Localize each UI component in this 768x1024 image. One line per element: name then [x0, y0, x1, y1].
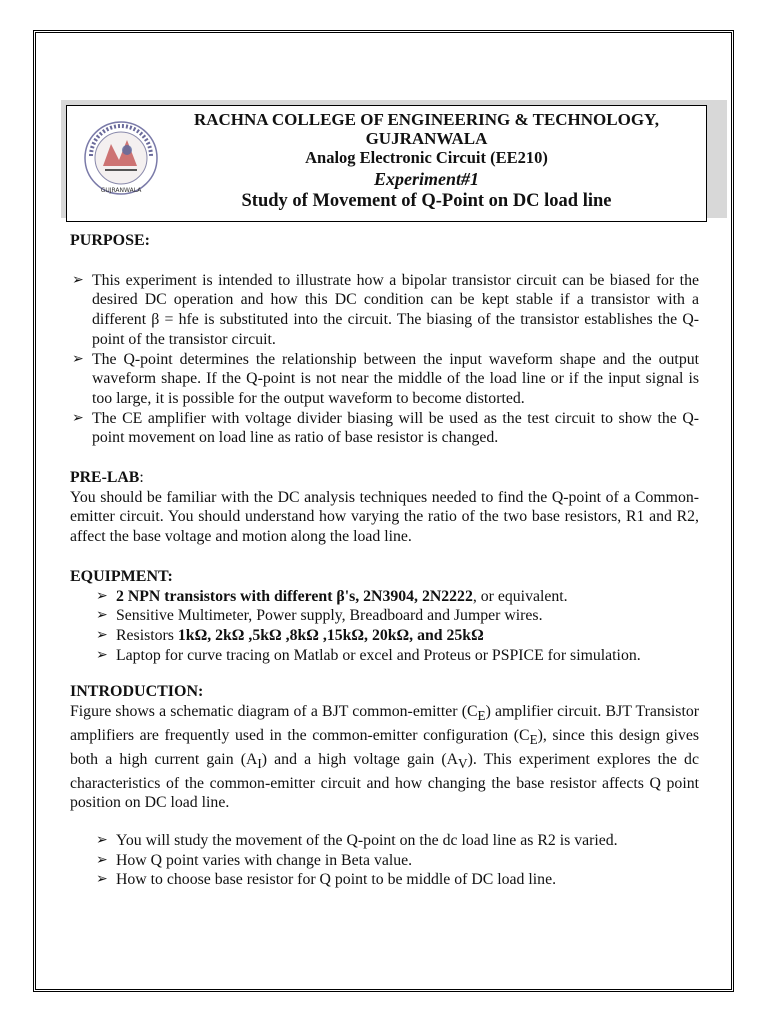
- arrow-bullet-icon: ➢: [96, 587, 108, 604]
- course-name: Analog Electronic Circuit (EE210): [305, 148, 548, 167]
- arrow-bullet-icon: ➢: [96, 607, 108, 624]
- arrow-bullet-icon: ➢: [96, 626, 108, 643]
- arrow-bullet-icon: ➢: [96, 851, 108, 868]
- introduction-heading: INTRODUCTION:: [70, 683, 204, 701]
- list-item: ➢ Resistors 1kΩ, 2kΩ ,5kΩ ,8kΩ ,15kΩ, 20kΩ, and 25kΩ: [96, 626, 484, 644]
- college-name: RACHNA COLLEGE OF ENGINEERING & TECHNOLOGY,: [193, 110, 660, 129]
- college-logo: [81, 120, 161, 200]
- list-item: ➢ The Q-point determines the relationship between the input waveform shape and the output waveform shape. If the Q-point is not near the middle of the load line or if the input signal is too large, it is possible for the output waveform to become distorted.: [72, 350, 699, 407]
- svg-text:GUJRANWALA: GUJRANWALA: [100, 187, 142, 194]
- list-item: ➢ How to choose base resistor for Q point to be middle of DC load line.: [96, 871, 557, 889]
- arrow-bullet-icon: ➢: [96, 871, 108, 888]
- equipment-heading: EQUIPMENT:: [70, 567, 173, 585]
- list-item: ➢ How Q point varies with change in Beta value.: [96, 851, 413, 869]
- arrow-bullet-icon: ➢: [72, 350, 84, 367]
- list-item: ➢ This experiment is intended to illustrate how a bipolar transistor circuit can be biased for the desired DC operation and how this DC condition can be kept stable if a transistor with a different β = hfe is substituted into the circuit. The biasing of the transistor establishes the Q-point of the transistor circuit.: [72, 271, 699, 348]
- purpose-list: [70, 271, 699, 448]
- arrow-bullet-icon: ➢: [72, 271, 84, 288]
- arrow-bullet-icon: ➢: [96, 832, 108, 849]
- list-item: ➢ The CE amplifier with voltage divider biasing will be used as the test circuit to show the Q-point movement on load line as ratio of base resistor is changed.: [72, 409, 699, 447]
- arrow-bullet-icon: ➢: [96, 646, 108, 663]
- document-body: [70, 231, 699, 890]
- college-city: GUJRANWALA: [365, 129, 488, 148]
- experiment-number: Experiment#1: [373, 169, 479, 189]
- equipment-list: [70, 587, 699, 666]
- list-item: ➢ Laptop for curve tracing on Matlab or excel and Proteus or PSPICE for simulation.: [96, 646, 641, 664]
- introduction-text: Figure shows a schematic diagram of a BJT common-emitter $(C_E)$ amplifier circuit. BJT Transistor amplifiers are frequently used in the common-emitter configuration $(C_E)$, since this design gives both a high current gain $(A_I)$ and a high voltage gain $(A_V)$. This experiment explores the dc characteristics of the common-emitter circuit and how changing the base resistor affects Q point position on DC load line.: [70, 703, 699, 812]
- prelab-text: You should be familiar with the DC analysis techniques needed to find the Q-point of a Common-emitter circuit. You should understand how varying the ratio of the two base resistors, R1 and R2, affect the base voltage and motion along the load line.: [70, 488, 699, 546]
- list-item: ➢ Sensitive Multimeter, Power supply, Breadboard and Jumper wires.: [96, 607, 543, 625]
- purpose-heading: PURPOSE:: [70, 232, 150, 249]
- list-item: ➢ 2 NPN transistors with different β's, 2N3904, 2N2222, or equivalent.: [96, 587, 568, 605]
- introduction-list: [70, 831, 699, 890]
- list-item: ➢ You will study the movement of the Q-point on the dc load line as R2 is varied.: [96, 832, 618, 850]
- arrow-bullet-icon: ➢: [72, 409, 84, 426]
- experiment-title: Study of Movement of Q-Point on DC load line: [241, 191, 612, 211]
- prelab-heading: PRE-LAB:: [70, 469, 144, 487]
- document-header: [66, 105, 707, 222]
